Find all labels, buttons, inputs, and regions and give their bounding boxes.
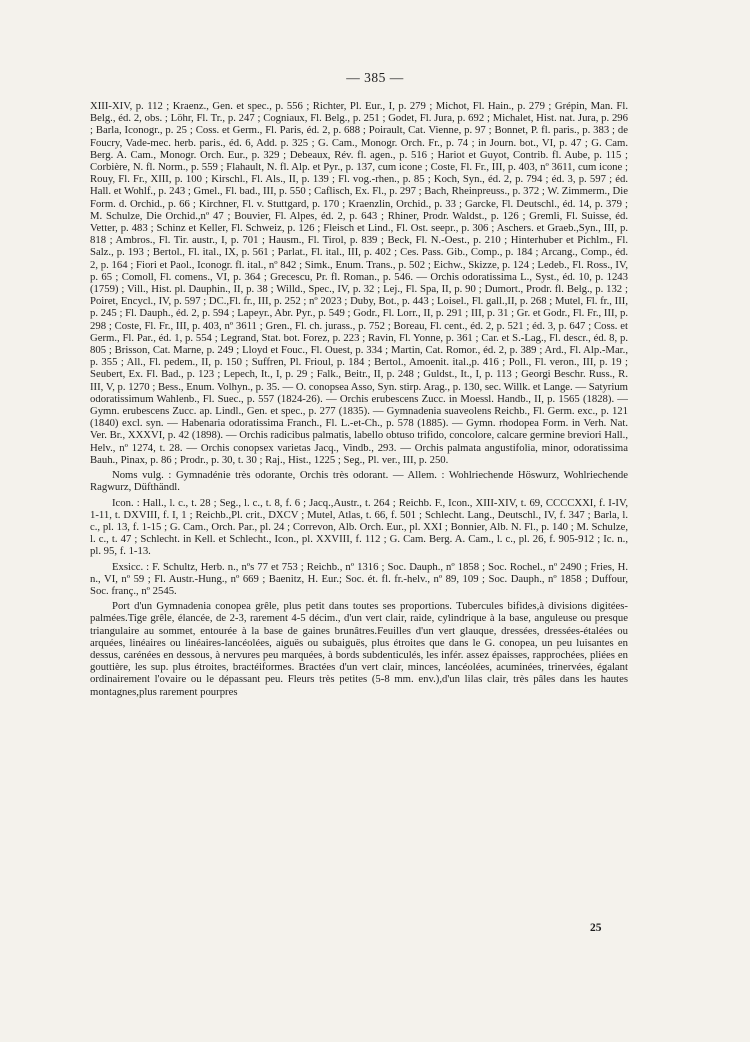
- description-paragraph: Port d'un Gymnadenia conopea grêle, plus petit dans toutes ses proportions. Tubercules bifides,à divisions digitées-palmées.Tige grêle, élancée, de 2-3, rarement 4-5 décim., d'un vert clair, raide, cylindrique à la base, anguleuse ou presque triangulaire au sommet, entourée à la base de gaines brunâtres.Feuilles d'un vert glauque, dressées, dressées-étalées ou arquées, linéaires ou linéaires-lancéolées, aiguës ou subaiguës, plus étroites que dans le G. conopea, un peu luisantes en dessus, carénées en dessous, à nervures peu marquées, à bords subdenticulés, les infér. assez épaisses, rapprochées, pliées en gouttière, les sup. plus étroites, bractéiformes. Bractées d'un vert clair, minces, lancéolées, acuminées, trinervées, égalant ordinairement l'ovaire ou le dépassant peu. Fleurs très petites (5-8 mm. env.),d'un lilas clair, très pâles dans les hautes montagnes,plus rarement pourpres: [90, 600, 628, 698]
- synonymy-paragraph: XIII-XIV, p. 112 ; Kraenz., Gen. et spec., p. 556 ; Richter, Pl. Eur., I, p. 279 ; Michot, Fl. Hain., p. 279 ; Grépin, Man. Fl. Belg., éd. 2, obs. ; Löhr, Fl. Tr., p. 247 ; Cogniaux, Fl. Belg., p. 251 ; Godet, Fl. Jura, p. 692 ; Michalet, Hist. nat. Jura, p. 296 ; Barla, Iconogr., p. 25 ; Coss. et Germ., Fl. Paris, éd. 2, p. 688 ; Poirault, Cat. Vienne, p. 97 ; Bonnet, P. fl. paris., p. 383 ; de Foucry, Vade-mec. herb. paris., éd. 6, Add. p. 325 ; G. Cam., Monogr. Orch. Fr., p. 74 ; in Journ. bot., VI, p. 47 ; G. Cam. Berg. A. Cam., Monogr. Orch. Eur., p. 329 ; Debeaux, Rév. fl. agen., p. 516 ; Hariot et Guyot, Contrib. fl. Aube, p. 115 ; Corbière, N. fl. Norm., p. 559 ; Flahault, N. fl. Alp. et Pyr., p. 137, cum icone ; Coste, Fl. Fr., III, p. 403, nº 3611, cum icone ; Rouy, Fl. Fr., XIII, p. 100 ; Kirschl., Fl. Als., II, p. 139 ; Fl. vog.-rhen., p. 85 ; Koch, Syn., éd. 2, p. 794 ; éd. 3, p. 597 ; éd. Hall. et Wohlf., p. 243 ; Gmel., Fl. bad., III, p. 550 ; Caflisch, Ex. Fl., p. 297 ; Bach, Rheinpreuss., p. 372 ; W. Zimmerm., Die Form. d. Orchid., p. 66 ; Kirchner, Fl. v. Stuttgard, p. 170 ; Kraenzlin, Orchid., p. 33 ; Garcke, Fl. Deutschl., éd. 14, p. 379 ; M. Schulze, Die Orchid.,nº 47 ; Bouvier, Fl. Alpes, éd. 2, p. 643 ; Rhiner, Prodr. Waldst., p. 126 ; Gremli, Fl. Suisse, éd. Vetter, p. 483 ; Schinz et Keller, Fl. Schweiz, p. 126 ; Fleisch et Lind., Fl. Ost. seepr., p. 306 ; Aschers. et Graeb.,Syn., III, p. 818 ; Ambros., Fl. Tir. austr., I, p. 701 ; Hausm., Fl. Tirol, p. 839 ; Beck, Fl. N.-Oest., p. 210 ; Hinterhuber et Pichlm., Fl. Salz., p. 193 ; Bertol., Fl. ital., IX, p. 561 ; Parlat., Fl. ital., III, p. 402 ; Ces. Pass. Gib., Comp., p. 184 ; Arcang., Comp., éd. 2, p. 164 ; Fiori et Paol., Iconogr. fl. ital., nº 842 ; Simk., Enum. Trans., p. 502 ; Eichw., Skizze, p. 124 ; Ledeb., Fl. Ross., IV, p. 65 ; Comoll, Fl. comens., VI, p. 364 ; Grecescu, Pr. fl. Roman., p. 546. — Orchis odoratissima L., Syst., éd. 10, p. 1243 (1759) ; Vill., Hist. pl. Dauphin., II, p. 38 ; Willd., Spec., IV, p. 32 ; Lej., Fl. Spa, II, p. 90 ; Dumort., Prodr. fl. Belg., p. 132 ; Poiret, Encycl., IV, p. 597 ; DC.,Fl. fr., III, p. 252 ; nº 2023 ; Duby, Bot., p. 443 ; Loisel., Fl. gall.,II, p. 268 ; Mutel, Fl. fr., III, p. 245 ; Fl. Dauph., éd. 2, p. 594 ; Lapeyr., Abr. Pyr., p. 549 ; Godr., Fl. Lorr., II, p. 291 ; III, p. 31 ; Gr. et Godr., Fl. Fr., III, p. 298 ; Coste, Fl. Fr., III, p. 403, nº 3611 ; Gren., Fl. ch. jurass., p. 752 ; Boreau, Fl. cent., éd. 2, p. 521 ; éd. 3, p. 647 ; Coss. et Germ., Fl. Par., éd. 1, p. 554 ; Legrand, Stat. bot. Forez, p. 223 ; Ravin, Fl. Yonne, p. 361 ; Car. et S.-Lag., Fl. descr., éd. 8, p. 805 ; Brisson, Cat. Marne, p. 249 ; Lloyd et Fouc., Fl. Ouest, p. 334 ; Martin, Cat. Romor., éd. 2, p. 389 ; Ard., Fl. Alp.-Mar., p. 355 ; All., Fl. pedem., II, p. 150 ; Suffren, Pl. Frioul, p. 184 ; Bertol., Amoenit. ital.,p. 416 ; Poll., Fl. veron., III, p. 19 ; Seubert, Ex. Fl. Bad., p. 123 ; Lepech, It., I, p. 29 ; Falk., Beitr., II, p. 248 ; Guldst., It., I, p. 113 ; Georgi Beschr. Russ., R. III, V, p. 1270 ; Bess., Enum. Volhyn., p. 35. — O. conopsea Asso, Syn. stirp. Arag., p. 130, sec. Willk. et Lange. — Satyrium odoratissimum Wahlenb., Fl. Suec., p. 557 (1824-26). — Orchis erubescens Zucc. in Moessl. Handb., II, p. 1565 (1828). — Gymn. erubescens Zucc. ap. Lindl., Gen. et spec., p. 277 (1835). — Gymnadenia suaveolens Reichb., Fl. Germ. exc., p. 121 (1840) excl. syn. — Habenaria odoratissima Franch., Fl. L.-et-Ch., p. 578 (1885). — Gymn. rhodopea Form. in Verh. Nat. Ver. Br., XXXVI, p. 42 (1898). — Orchis radicibus palmatis, labello obtuso trifido, concolore, calcare germine breviori Hall., Helv., nº 1274, t. 28. — Orchis conopsex varietas Jacq., Vindb., 293. — Orchis palmata angustifolia, minor, odoratissima Bauh., Pinax, p. 86 ; Prodr., p. 30, t. 30 ; Raj., Hist., 1225 ; Seg., Pl. ver., III, p. 250.: [90, 100, 628, 466]
- exsiccatae-paragraph: Exsicc. : F. Schultz, Herb. n., nºs 77 et 753 ; Reichb., nº 1316 ; Soc. Dauph., nº 1858 ; Soc. Rochel., nº 2490 ; Fries, H. n., VI, nº 59 ; Fl. Austr.-Hung., nº 669 ; Baenitz, H. Eur.; Soc. ét. fl. fr.-helv., nº 89, 109 ; Soc. Dauph., nº 1858 ; Duffour, Soc. franç., nº 2545.: [90, 560, 628, 597]
- page-number: — 385 —: [346, 70, 404, 85]
- body-text: [90, 100, 628, 701]
- icones-paragraph: Icon. : Hall., l. c., t. 28 ; Seg., l. c., t. 8, f. 6 ; Jacq.,Austr., t. 264 ; Reichb. F., Icon., XIII-XIV, t. 69, CCCCXXI, f. I-IV, 1-11, t. DXVIII, f. I, 1 ; Reichb.,Pl. crit., DXCV ; Mutel, Atlas, t. 66, f. 501 ; Schlecht. Lang., Deutschl., IV, f. 347 ; Barla, l. c., pl. 13, f. 1-15 ; G. Cam., Orch. Par., pl. 24 ; Correvon, Alb. Orch. Eur., pl. XXI ; Bonnier, Alb. N. Fl., p. 140 ; M. Schulze, l. c., t. 47 ; Schlecht. in Kell. et Schlecht., Icon., pl. XXVIII, f. 112 ; G. Cam. Berg. A. Cam., l. c., pl. 26, f. 905-912 ; Ic. n., pl. 95, f. 1-13.: [90, 496, 628, 558]
- signature-mark: 25: [590, 922, 602, 934]
- vernacular-names-paragraph: Noms vulg. : Gymnadénie très odorante, Orchis très odorant. — Allem. : Wohlriechende Höswurz, Wohlriechende Ragwurz, Düfthändl.: [90, 469, 628, 494]
